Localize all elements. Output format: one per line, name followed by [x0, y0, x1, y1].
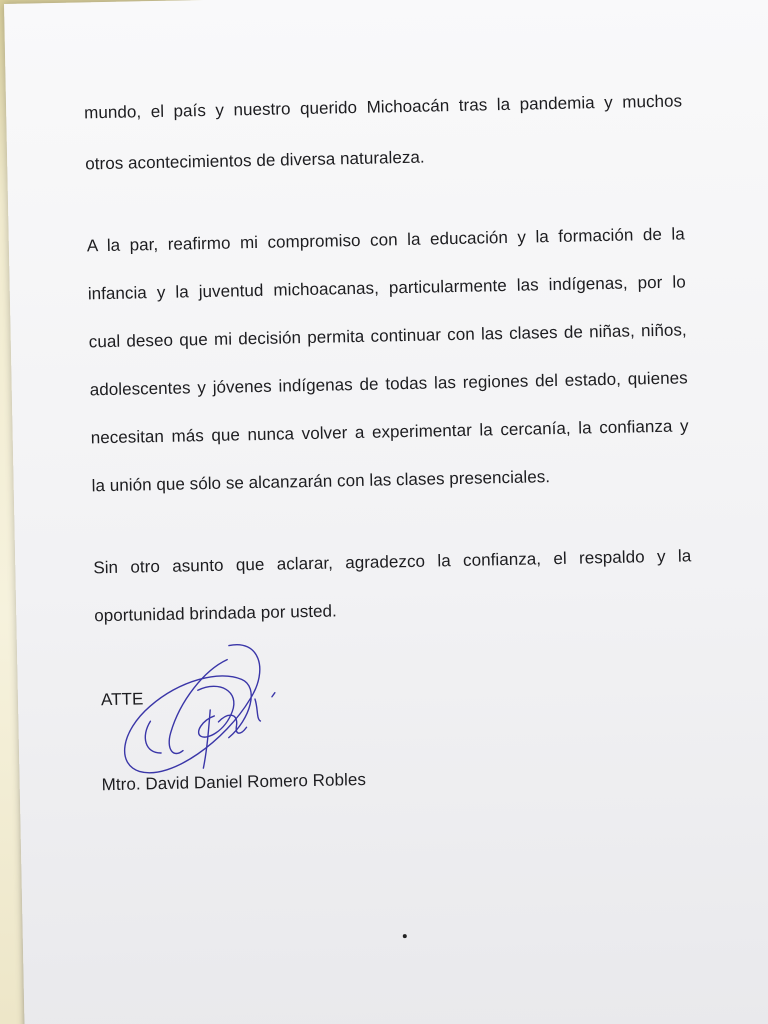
body-line-2: otros acontecimientos de diversa naturaleza. — [85, 147, 425, 174]
paper-speck — [403, 934, 407, 938]
body-line-10: oportunidad brindada por usted. — [94, 601, 338, 626]
body-line-8: la unión que sólo se alcanzarán con las clases presenciales. — [91, 467, 551, 496]
body-line-9: Sin otro asunto que aclarar, agradezco la confianza, el respaldo y la — [93, 546, 692, 578]
body-line-1: mundo, el país y nuestro querido Michoacán tras la pandemia y muchos — [84, 91, 683, 123]
letter-page — [4, 0, 768, 1024]
closing-atte: ATTE — [100, 689, 144, 710]
body-line-5: cual deseo que mi decisión permita continuar con las clases de niñas, niños, — [88, 320, 687, 352]
signature-icon — [109, 638, 302, 792]
body-line-7: necesitan más que nunca volver a experimentar la cercanía, la confianza y — [90, 416, 689, 448]
signatory-name: Mtro. David Daniel Romero Robles — [101, 769, 367, 795]
body-line-3: A la par, reafirmo mi compromiso con la educación y la formación de la — [86, 224, 685, 256]
body-line-4: infancia y la juventud michoacanas, particularmente las indígenas, por lo — [87, 272, 686, 304]
body-line-6: adolescentes y jóvenes indígenas de todas las regiones del estado, quienes — [89, 368, 688, 400]
